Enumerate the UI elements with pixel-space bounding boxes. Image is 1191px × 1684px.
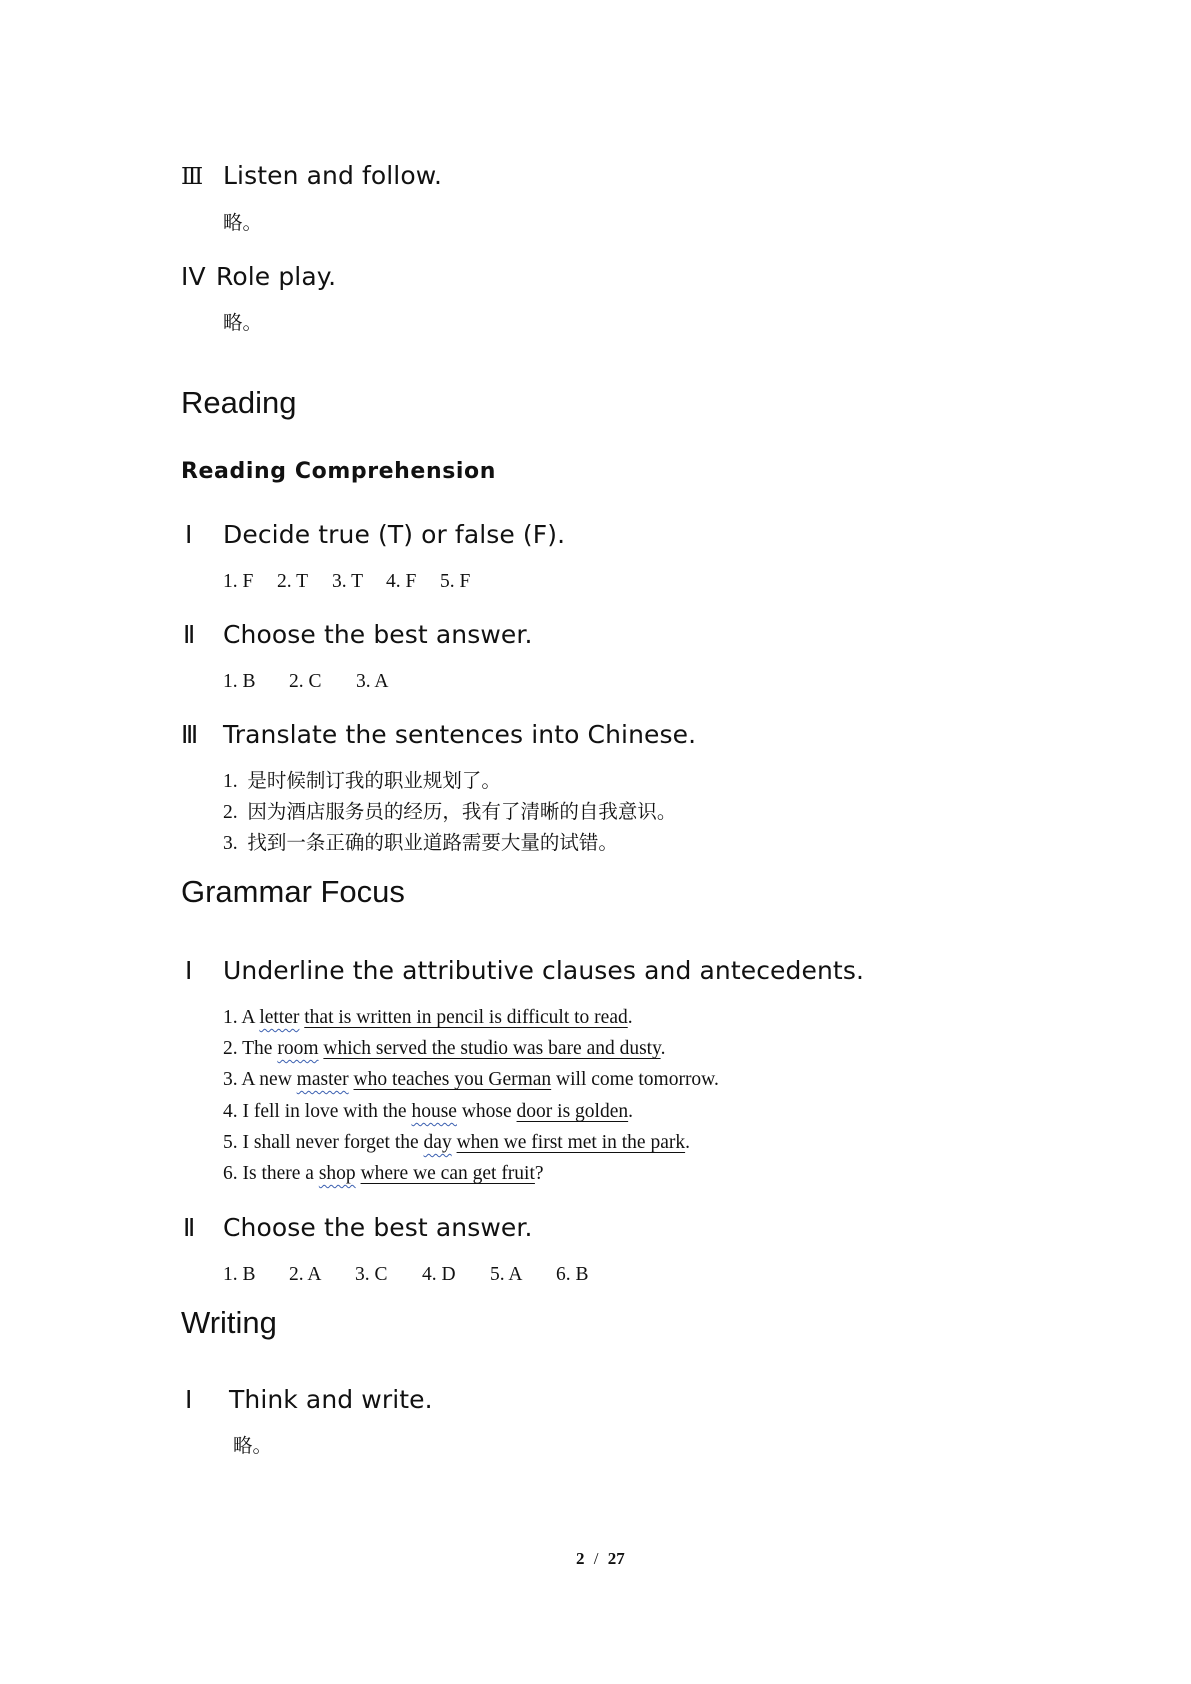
antecedent: letter [259,1007,300,1028]
listen-title: Listen and follow. [223,161,443,190]
grammar-focus-heading: Grammar Focus [181,874,405,909]
think-number: Ⅰ [185,1385,193,1414]
attributive-clause: door is golden [516,1101,629,1122]
line-text: 是时候制订我的职业规划了。 [247,771,501,792]
page-number [576,1549,625,1569]
attributive-clause: when we first met in the park [456,1132,686,1153]
attributive-clause: which served the studio was bare and dusty [323,1038,661,1059]
antecedent: master [296,1069,349,1090]
translate-line [223,801,676,825]
sentence-text: 4. I fell in love with the [223,1101,412,1122]
antecedent: day [423,1132,452,1153]
sentence-text: will come tomorrow. [551,1069,719,1090]
role-play-answer: 略。 [223,313,263,334]
choose1-answers [223,670,389,694]
listen-answer: 略。 [223,213,263,234]
choose2-title: Choose the best answer. [223,1213,533,1242]
sentence-text: . [628,1101,633,1122]
sentence-text: 3. A new [223,1069,297,1090]
underline-number: Ⅰ [185,956,193,985]
think-answer: 略。 [233,1436,273,1457]
choose2-answers [223,1263,589,1287]
answer-item: 1. B [223,1264,256,1285]
sentence-text: . [627,1007,633,1028]
translate-line [223,770,501,794]
line-number: 2. [223,802,238,823]
line-text: 找到一条正确的职业道路需要大量的试错。 [247,833,618,854]
line-number: 3. [223,833,238,854]
answer-item: 3. T [332,571,364,592]
line-text: 因为酒店服务员的经历，我有了清晰的自我意识。 [247,802,677,823]
listen-heading [181,161,203,192]
think-title: Think and write. [229,1385,433,1414]
sentence-line [223,1162,544,1186]
choose1-number: Ⅱ [183,620,196,649]
listen-number: Ⅲ [181,164,204,190]
antecedent: room [277,1038,319,1059]
sentence-line [223,1100,633,1124]
answer-item: 2. C [289,671,322,692]
answer-item: 3. A [356,671,389,692]
sentence-line [223,1131,690,1155]
answer-item: 1. B [223,671,256,692]
page-separator: / [593,1549,599,1568]
answer-item: 4. D [422,1264,456,1285]
translate-number: Ⅲ [181,720,199,749]
attributive-clause: who teaches you German [353,1069,552,1090]
answer-item: 6. B [556,1264,589,1285]
underline-title: Underline the attributive clauses and antecedents. [223,956,864,985]
sentence-line [223,1006,633,1030]
answer-item: 2. A [289,1264,322,1285]
decide-title: Decide true (T) or false (F). [223,520,566,549]
writing-heading: Writing [181,1305,277,1340]
sentence-text: . [660,1038,666,1059]
answer-item: 1. F [223,571,254,592]
sentence-text: 1. A [223,1007,260,1028]
sentence-text: 6. Is there a [223,1163,319,1184]
sentence-line [223,1037,665,1061]
decide-number: Ⅰ [185,520,193,549]
current-page: 2 [576,1549,585,1568]
translate-title: Translate the sentences into Chinese. [223,720,697,749]
sentence-text: whose [456,1101,517,1122]
answer-item: 5. F [440,571,471,592]
total-pages: 27 [607,1549,625,1568]
sentence-line [223,1068,719,1092]
antecedent: house [411,1101,457,1122]
attributive-clause: that is written in pencil is difficult to read [304,1007,628,1028]
line-number: 1. [223,771,238,792]
antecedent: shop [318,1163,356,1184]
role-play-title: Role play. [216,262,337,291]
reading-heading: Reading [181,385,297,420]
attributive-clause: where we can get fruit [360,1163,535,1184]
decide-answers [223,570,470,594]
translate-line [223,832,618,856]
answer-item: 4. F [386,571,417,592]
answer-item: 3. C [355,1264,388,1285]
choose1-title: Choose the best answer. [223,620,533,649]
answer-item: 2. T [277,571,309,592]
sentence-text: . [685,1132,690,1153]
role-play-number: IV [181,262,206,291]
answer-item: 5. A [490,1264,523,1285]
sentence-text: 5. I shall never forget the [223,1132,424,1153]
sentence-text: 2. The [223,1038,278,1059]
choose2-number: Ⅱ [183,1213,196,1242]
sentence-text: ? [534,1163,544,1184]
reading-comprehension-heading: Reading Comprehension [181,459,497,484]
